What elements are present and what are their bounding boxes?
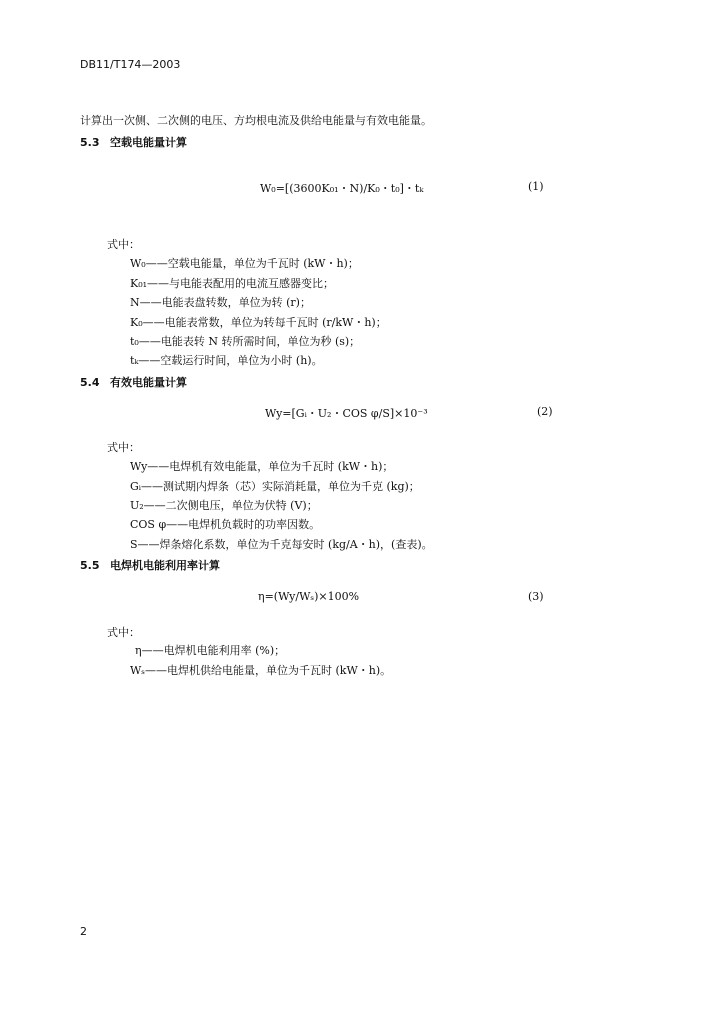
definition-line: tₖ——空载运行时间，单位为小时 (h)。 bbox=[130, 354, 323, 367]
section-heading-5-4 bbox=[80, 374, 187, 390]
definition-line: N——电能表盘转数，单位为转 (r)； bbox=[130, 296, 311, 309]
definition-line: S——焊条熔化系数，单位为千克每安时 (kg/A・h)，(查表)。 bbox=[130, 538, 433, 551]
definition-line: K₀——电能表常数，单位为转每千瓦时 (r/kW・h)； bbox=[130, 316, 387, 329]
section-title: 电焊机电能利用率计算 bbox=[110, 559, 220, 572]
page-number: 2 bbox=[80, 925, 87, 938]
definition-line: Wₛ——电焊机供给电能量，单位为千瓦时 (kW・h)。 bbox=[130, 664, 392, 677]
equation-number-1: (1) bbox=[528, 180, 544, 193]
where-label: 式中： bbox=[107, 626, 140, 639]
where-label: 式中： bbox=[107, 238, 140, 251]
section-number: 5.5 bbox=[80, 559, 100, 572]
definition-line: COS φ——电焊机负载时的功率因数。 bbox=[130, 518, 321, 531]
formula-3: η=(Wy/Wₛ)×100% bbox=[258, 590, 360, 603]
section-number: 5.4 bbox=[80, 376, 100, 389]
formula-1: W₀=[(3600K₀₁・N)/K₀・t₀]・tₖ bbox=[260, 182, 424, 195]
where-label: 式中： bbox=[107, 441, 140, 454]
definition-line: U₂——二次侧电压，单位为伏特 (V)； bbox=[130, 499, 318, 512]
definition-line: t₀——电能表转 N 转所需时间，单位为秒 (s)； bbox=[130, 335, 361, 348]
definition-line: Gᵢ——测试期内焊条（芯）实际消耗量，单位为千克 (kg)； bbox=[130, 480, 420, 493]
section-number: 5.3 bbox=[80, 136, 100, 149]
intro-paragraph: 计算出一次侧、二次侧的电压、方均根电流及供给电能量与有效电能量。 bbox=[80, 114, 432, 127]
equation-number-3: (3) bbox=[528, 590, 544, 603]
definition-line: W₀——空载电能量，单位为千瓦时 (kW・h)； bbox=[130, 257, 359, 270]
section-heading-5-3 bbox=[80, 134, 187, 150]
section-heading-5-5 bbox=[80, 557, 220, 573]
standard-code: DB11/T174—2003 bbox=[80, 58, 181, 71]
equation-number-2: (2) bbox=[537, 405, 553, 418]
section-title: 有效电能量计算 bbox=[110, 376, 187, 389]
definition-line: η——电焊机电能利用率 (%)； bbox=[135, 644, 286, 657]
definition-line: K₀₁——与电能表配用的电流互感器变比； bbox=[130, 277, 335, 290]
formula-2: Wy=[Gᵢ・U₂・COS φ/S]×10⁻³ bbox=[265, 407, 428, 420]
definition-line: Wy——电焊机有效电能量，单位为千瓦时 (kW・h)； bbox=[130, 460, 394, 473]
section-title: 空载电能量计算 bbox=[110, 136, 187, 149]
